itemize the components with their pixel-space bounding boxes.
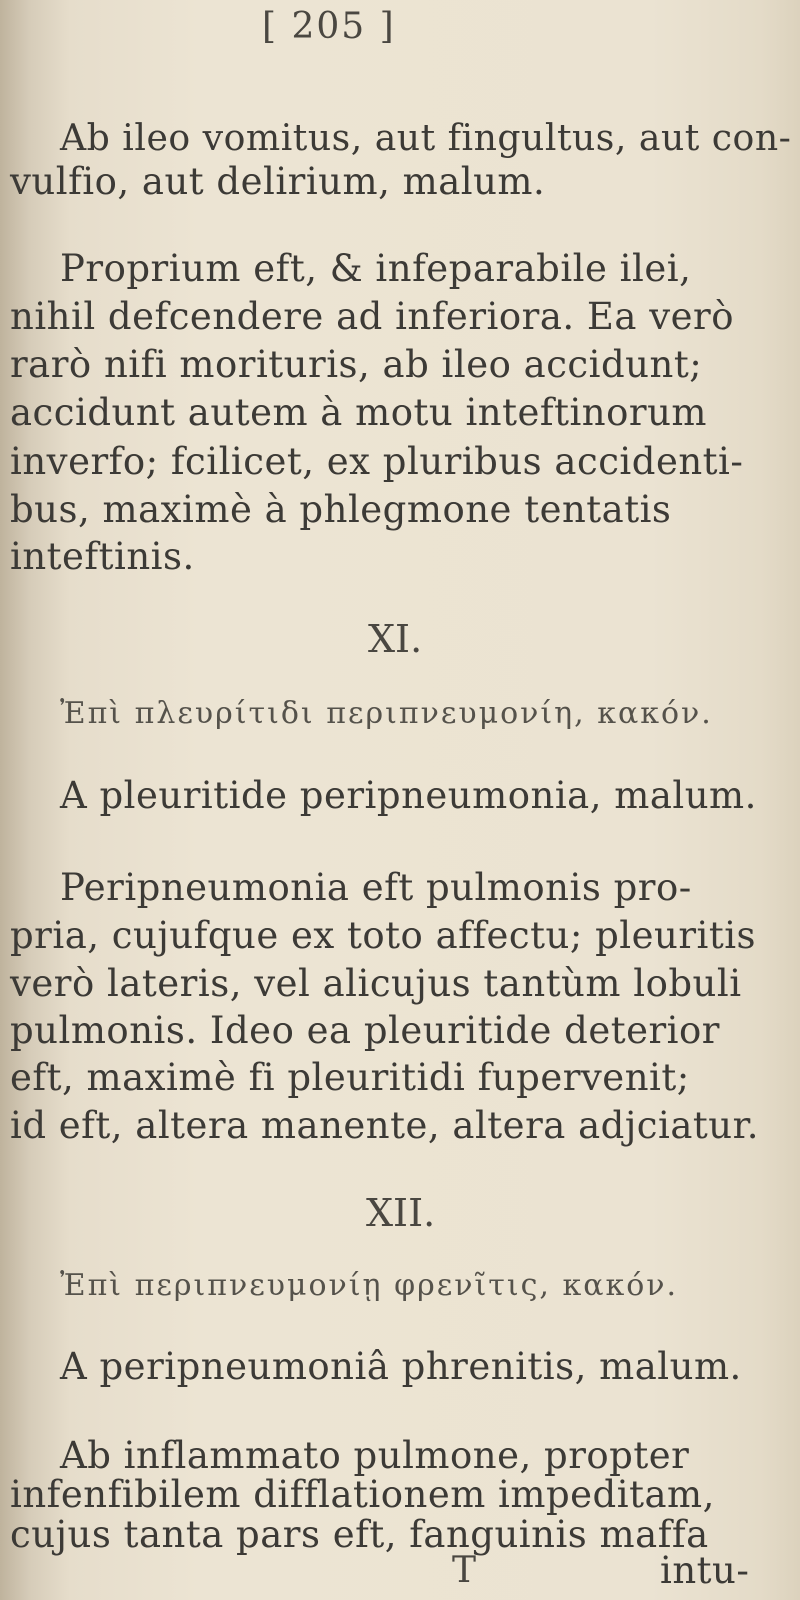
text-line: rarò nifi morituris, ab ileo accidunt; <box>10 343 703 386</box>
text-line: vulfio, aut delirium, malum. <box>10 160 546 203</box>
text-line: pulmonis. Ideo ea pleuritide deterior <box>10 1009 720 1052</box>
text-line: inteftinis. <box>10 535 195 578</box>
text-line: A pleuritide peripneumonia, malum. <box>60 774 757 817</box>
text-line: Proprium eft, & infeparabile ilei, <box>60 247 692 290</box>
catchword: intu- <box>660 1549 750 1592</box>
text-line: cujus tanta pars eft, fanguinis maffa <box>10 1513 709 1556</box>
text-line: Peripneumonia eft pulmonis pro- <box>60 866 692 909</box>
page-number: [ 205 ] <box>262 6 396 47</box>
greek-aphorism: Ἐπὶ πλευρίτιδι περιπνευμονίη, κακόν. <box>60 696 713 731</box>
text-line: infenfibilem difflationem impeditam, <box>10 1473 715 1516</box>
text-line: id eft, altera manente, altera adjciatur. <box>10 1104 759 1147</box>
section-heading: XI. <box>368 617 423 661</box>
text-line: verò lateris, vel alicujus tantùm lobuli <box>10 962 742 1005</box>
text-line: Ab ileo vomitus, aut fingultus, aut con- <box>60 116 792 159</box>
text-line: bus, maximè à phlegmone tentatis <box>10 488 672 531</box>
text-line: pria, cujufque ex toto affectu; pleuritis <box>10 914 757 957</box>
text-line: accidunt autem à motu inteftinorum <box>10 391 707 434</box>
greek-aphorism: Ἐπὶ περιπνευμονίῃ φρενῖτις, κακόν. <box>60 1268 679 1303</box>
text-line: A peripneumoniâ phrenitis, malum. <box>60 1345 742 1388</box>
text-line: inverfo; fcilicet, ex pluribus accidenti- <box>10 440 744 483</box>
text-line: eft, maximè fi pleuritidi fupervenit; <box>10 1056 690 1099</box>
text-line: Ab inflammato pulmone, propter <box>60 1434 690 1477</box>
printer-signature: T <box>452 1550 477 1591</box>
text-line: nihil defcendere ad inferiora. Ea verò <box>10 295 734 338</box>
section-heading: XII. <box>366 1191 436 1235</box>
